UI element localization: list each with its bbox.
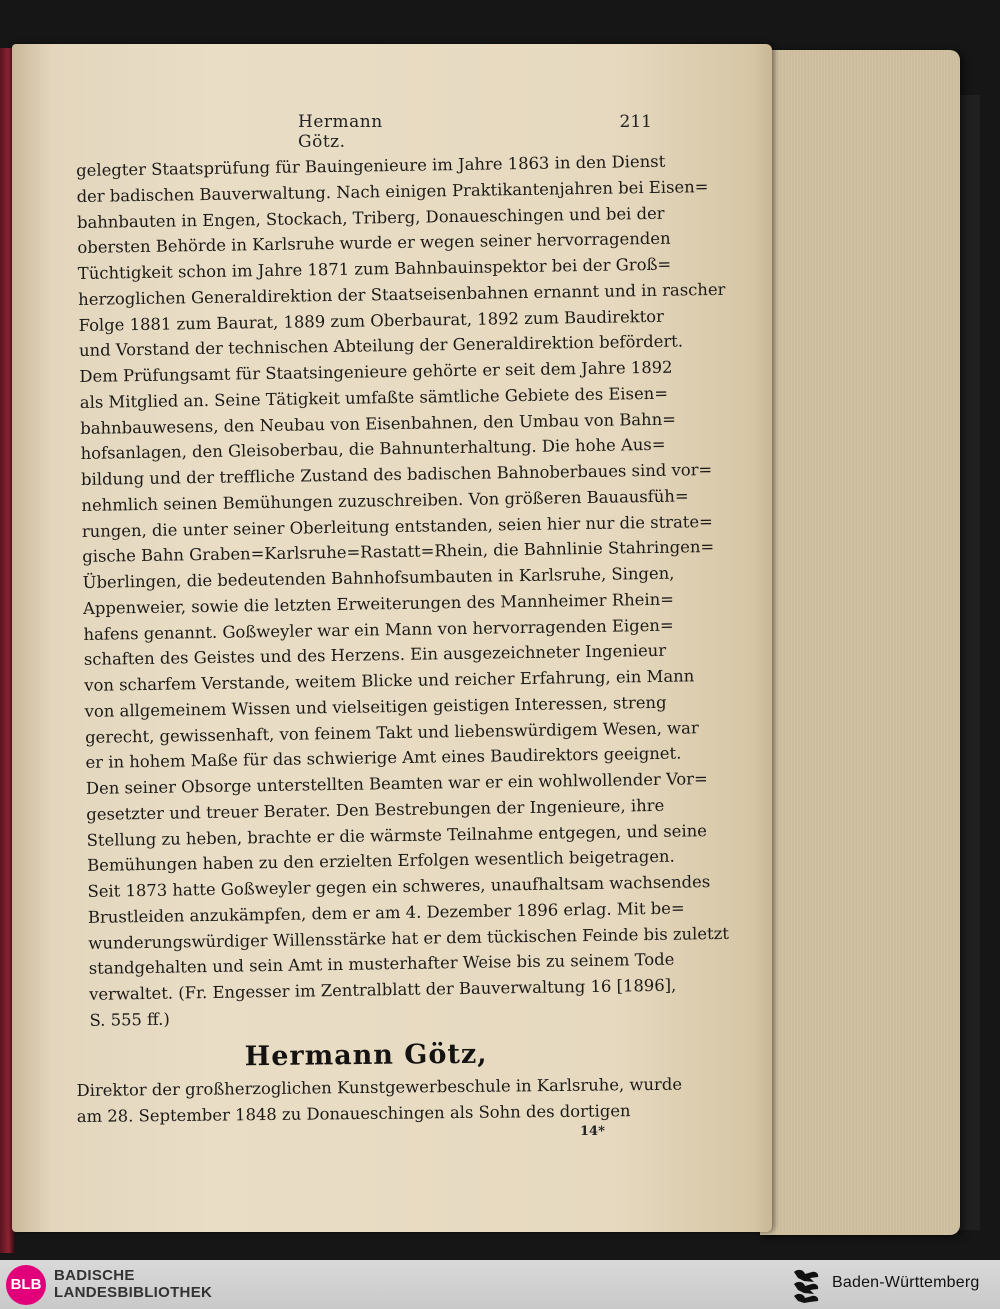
text-line: gerecht, gewissenhaft, von feinem Takt und liebenswürdigem Wesen, war <box>84 717 699 747</box>
text-line: gelegter Staatsprüfung für Bauingenieure im Jahre 1863 in den Dienst <box>76 151 666 180</box>
blb-logo-icon[interactable]: BLB <box>6 1265 46 1305</box>
library-name-line1: BADISCHE <box>54 1267 135 1284</box>
baden-wuerttemberg-lions-icon[interactable] <box>790 1266 824 1304</box>
text-line: standgehalten und sein Amt in musterhafter Weise bis zu seinem Tode <box>88 949 675 979</box>
text-line: er in hohem Maße für das schwierige Amt eines Baudirektors geeignet. <box>85 743 682 773</box>
text-line: Folge 1881 zum Baurat, 1889 zum Oberbaurat, 1892 zum Baudirektor <box>78 306 665 335</box>
text-line: Überlingen, die bedeutenden Bahnhofsumbauten in Karlsruhe, Singen, <box>82 563 675 592</box>
signature-mark: 14* <box>580 1124 605 1139</box>
section-line: Direktor der großherzoglichen Kunstgewerbeschule in Karlsruhe, wurde <box>76 1074 683 1100</box>
text-line: Seit 1873 hatte Goßweyler gegen ein schweres, unaufhaltsam wachsendes <box>87 872 711 901</box>
text-line: als Mitglied an. Seine Tätigkeit umfaßte sämtliche Gebiete des Eisen= <box>79 383 669 412</box>
state-name[interactable]: Baden-Württemberg <box>832 1274 980 1291</box>
text-line: bahnbauwesens, den Neubau von Eisenbahnen, den Umbau von Bahn= <box>80 409 677 438</box>
text-line: Appenweier, sowie die letzten Erweiterungen des Mannheimer Rhein= <box>82 589 675 618</box>
text-line: gische Bahn Graben=Karlsruhe=Rastatt=Rhein, die Bahnlinie Stahringen= <box>82 537 715 567</box>
section-line: am 28. September 1848 zu Donaueschingen als Sohn des dortigen <box>76 1100 631 1126</box>
text-line: herzoglichen Generaldirektion der Staatseisenbahnen ernannt und in rascher <box>78 279 726 309</box>
text-line: S. 555 ff.) <box>89 1009 170 1030</box>
running-header: Hermann Götz. <box>298 112 383 152</box>
text-line: Dem Prüfungsamt für Staatsingenieure gehörte er seit dem Jahre 1892 <box>79 357 673 386</box>
text-line: Bemühungen haben zu den erzielten Erfolgen wesentlich beigetragen. <box>86 846 675 876</box>
biography-section <box>76 1034 683 1130</box>
text-line: schaften des Geistes und des Herzens. Ein ausgezeichneter Ingenieur <box>83 641 667 670</box>
library-name-line2: LANDESBIBLIOTHEK <box>54 1284 213 1301</box>
text-line: und Vorstand der technischen Abteilung der Generaldirektion befördert. <box>78 331 684 361</box>
text-line: Brustleiden anzukämpfen, dem er am 4. Dezember 1896 erlag. Mit be= <box>87 898 685 927</box>
page-number: 211 <box>619 112 652 132</box>
page-stack-edge <box>760 50 960 1235</box>
text-line: obersten Behörde in Karlsruhe wurde er wegen seiner hervorragenden <box>77 228 671 258</box>
text-line: der badischen Bauverwaltung. Nach einigen Praktikantenjahren bei Eisen= <box>76 176 709 206</box>
text-line: bildung und der treffliche Zustand des badischen Bahnoberbaues sind vor= <box>80 460 713 489</box>
library-name[interactable] <box>54 1267 254 1301</box>
text-line: nehmlich seinen Bemühungen zuzuschreiben. Von größeren Bauausfüh= <box>81 486 689 515</box>
text-line: gesetzter und treuer Berater. Den Bestrebungen der Ingenieure, ihre <box>86 795 665 824</box>
text-line: hafens genannt. Goßweyler war ein Mann von hervorragenden Eigen= <box>83 615 674 644</box>
text-line: von allgemeinem Wissen und vielseitigen geistigen Interessen, streng <box>84 692 667 721</box>
text-line: Stellung zu heben, brachte er die wärmste Teilnahme entgegen, und seine <box>86 820 708 850</box>
text-line: von scharfem Verstande, weitem Blicke und reicher Erfahrung, ein Mann <box>84 666 695 695</box>
body-text <box>76 149 729 1033</box>
text-line: Den seiner Obsorge unterstellten Beamten war er ein wohlwollender Vor= <box>85 769 708 798</box>
text-line: wunderungswürdiger Willensstärke hat er dem tückischen Feinde bis zuletzt <box>88 923 729 953</box>
text-line: verwaltet. (Fr. Engesser im Zentralblatt der Bauverwaltung 16 [1896], <box>88 975 677 1004</box>
text-line: Tüchtigkeit schon im Jahre 1871 zum Bahnbauinspektor bei der Groß= <box>77 254 672 283</box>
section-heading: Hermann Götz, <box>244 1038 488 1073</box>
footer-bar <box>0 1260 1000 1309</box>
text-line: rungen, die unter seiner Oberleitung entstanden, seien hier nur die strate= <box>81 511 713 541</box>
text-line: bahnbauten in Engen, Stockach, Triberg, Donaueschingen und bei der <box>76 203 665 232</box>
text-line: hofsanlagen, den Gleisoberbau, die Bahnunterhaltung. Die hohe Aus= <box>80 435 666 464</box>
